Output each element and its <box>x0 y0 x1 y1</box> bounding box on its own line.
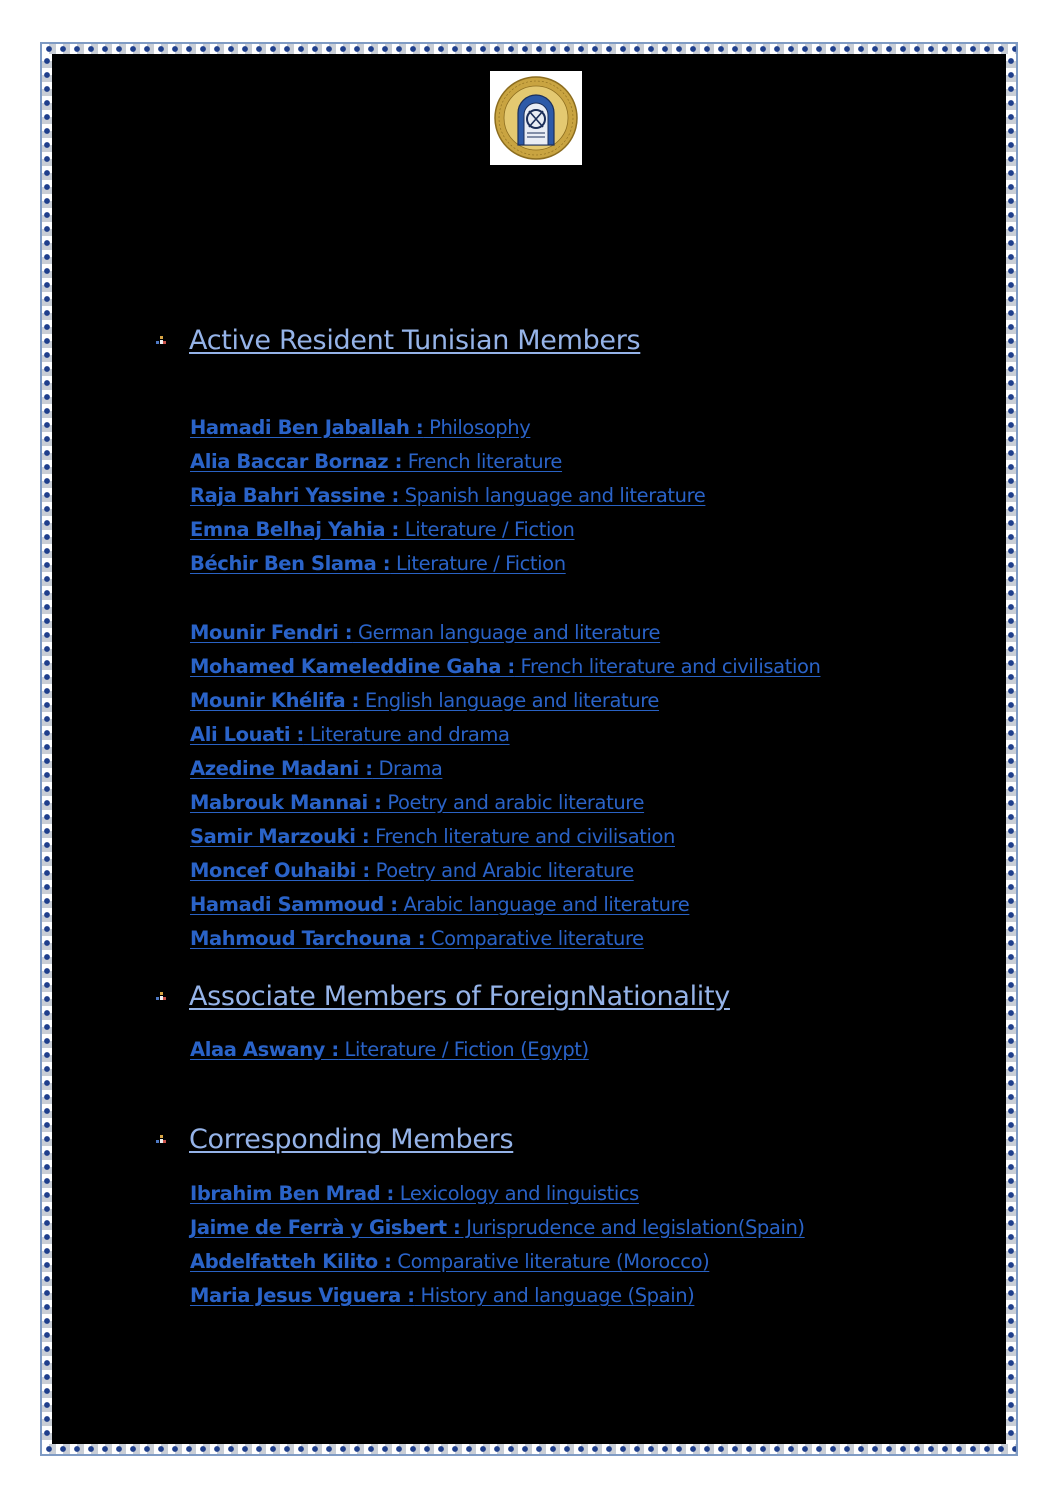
bullet-icon <box>155 1134 167 1146</box>
member-link[interactable]: Maria Jesus Viguera : History and language (Spain) <box>190 1284 695 1308</box>
member-list-active <box>190 416 820 962</box>
border-band-top <box>42 44 1016 54</box>
member-link[interactable]: Moncef Ouhaibi : Poetry and Arabic literature <box>190 859 634 883</box>
member-link[interactable]: Mabrouk Mannai : Poetry and arabic literature <box>190 791 645 815</box>
member-link[interactable]: Ibrahim Ben Mrad : Lexicology and linguistics <box>190 1182 639 1205</box>
member-link[interactable]: Raja Bahri Yassine : Spanish language and literature <box>190 484 706 508</box>
member-link[interactable]: Mounir Fendri : German language and literature <box>190 620 661 644</box>
bullet-icon <box>155 335 167 347</box>
list-spacer <box>190 586 820 620</box>
member-link[interactable]: Ali Louati : Literature and drama <box>190 722 510 746</box>
member-list-associate <box>190 1038 589 1072</box>
section-corresponding <box>155 1124 513 1155</box>
member-link[interactable]: Hamadi Sammoud : Arabic language and literature <box>190 893 690 917</box>
member-link[interactable]: Béchir Ben Slama : Literature / Fiction <box>190 552 566 576</box>
section-title[interactable]: Associate Members of ForeignNationality <box>189 981 730 1012</box>
section-active-resident <box>155 325 640 356</box>
member-link[interactable]: Azedine Madani : Drama <box>190 756 443 780</box>
member-link[interactable]: Mounir Khélifa : English language and literature <box>190 688 659 712</box>
border-band-bottom <box>42 1444 1016 1454</box>
academy-seal-icon <box>493 75 579 161</box>
member-link[interactable]: Mahmoud Tarchouna : Comparative literature <box>190 927 644 951</box>
border-band-right <box>1006 54 1016 1444</box>
academy-logo <box>490 71 582 165</box>
member-link[interactable]: Samir Marzouki : French literature and civilisation <box>190 825 675 849</box>
member-list-corresponding <box>190 1182 805 1318</box>
member-link[interactable]: Abdelfatteh Kilito : Comparative literature (Morocco) <box>190 1250 710 1274</box>
member-link[interactable]: Alaa Aswany : Literature / Fiction (Egypt) <box>190 1038 589 1061</box>
section-associate-foreign <box>155 981 730 1012</box>
member-link[interactable]: Alia Baccar Bornaz : French literature <box>190 450 563 474</box>
member-link[interactable]: Mohamed Kameleddine Gaha : French literature and civilisation <box>190 654 821 678</box>
page-frame <box>40 42 1018 1456</box>
member-link[interactable]: Hamadi Ben Jaballah : Philosophy <box>190 416 531 439</box>
section-title[interactable]: Corresponding Members <box>189 1124 514 1155</box>
bullet-icon <box>155 991 167 1003</box>
section-title[interactable]: Active Resident Tunisian Members <box>189 325 641 356</box>
member-link[interactable]: Jaime de Ferrà y Gisbert : Jurisprudence and legislation(Spain) <box>190 1216 805 1240</box>
member-link[interactable]: Emna Belhaj Yahia : Literature / Fiction <box>190 518 575 542</box>
border-band-left <box>42 54 52 1444</box>
